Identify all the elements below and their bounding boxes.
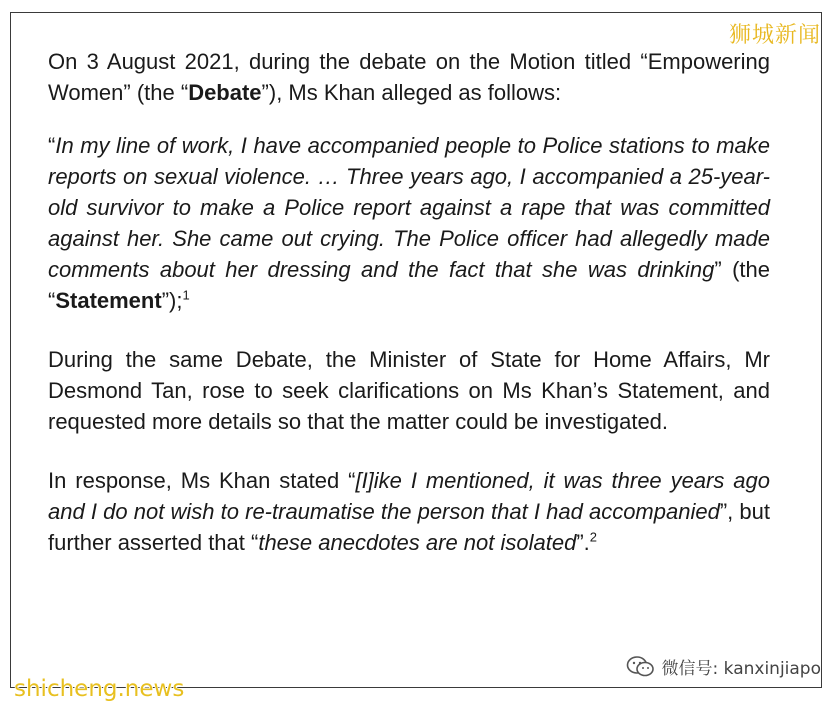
paragraph-3: During the same Debate, the Minister of State for Home Affairs, Mr Desmond Tan, rose to seek clarifications on Ms Khan’s Statement, and requested more details so that the matter could be investigated. — [48, 347, 770, 434]
wechat-watermark — [626, 654, 821, 679]
paragraph-2 — [48, 130, 770, 316]
paragraph-1 — [48, 46, 770, 108]
p4-quote-2: these anecdotes are not isolated — [258, 530, 577, 555]
watermark-top: 狮城新闻 — [728, 23, 821, 48]
footnote-2: 2 — [589, 529, 598, 545]
paragraph-4 — [48, 465, 770, 558]
p1-text-post: ”), Ms Khan alleged as follows: — [261, 80, 562, 105]
p2-mid: ” (the “ — [48, 257, 770, 313]
p4-post: ”. — [576, 530, 590, 555]
watermark-bottom: shicheng.news — [14, 676, 185, 702]
wechat-label: 微信号: kanxinjiapo — [661, 659, 821, 679]
footnote-1: 1 — [182, 287, 190, 303]
p1-bold-term: Debate — [188, 80, 262, 105]
p2-bold-term: Statement — [55, 288, 162, 313]
wechat-icon — [626, 655, 656, 679]
p1-text-pre: On 3 August 2021, during the debate on the Motion titled “Empowering Women” (the “ — [48, 49, 770, 105]
p2-quote: In my line of work, I have accompanied people to Police stations to make reports on sexual violence. … Three years ago, I accompanied a 25-year-old survivor to make a Police report against a rape that was committed against her. She came out crying. The Police officer had allegedly made comments about her dressing and the fact that she was drinking — [48, 133, 770, 282]
p2-open-quote: “ — [48, 133, 56, 158]
p4-mid: ”, but further asserted that “ — [48, 499, 770, 555]
document-body — [48, 46, 770, 558]
p4-quote-1: [I]ike I mentioned, it was three years ago and I do not wish to re-traumatise the person that I had accompanied — [48, 468, 770, 524]
p2-post: ”); — [161, 288, 183, 313]
p4-pre: In response, Ms Khan stated “ — [48, 468, 356, 493]
